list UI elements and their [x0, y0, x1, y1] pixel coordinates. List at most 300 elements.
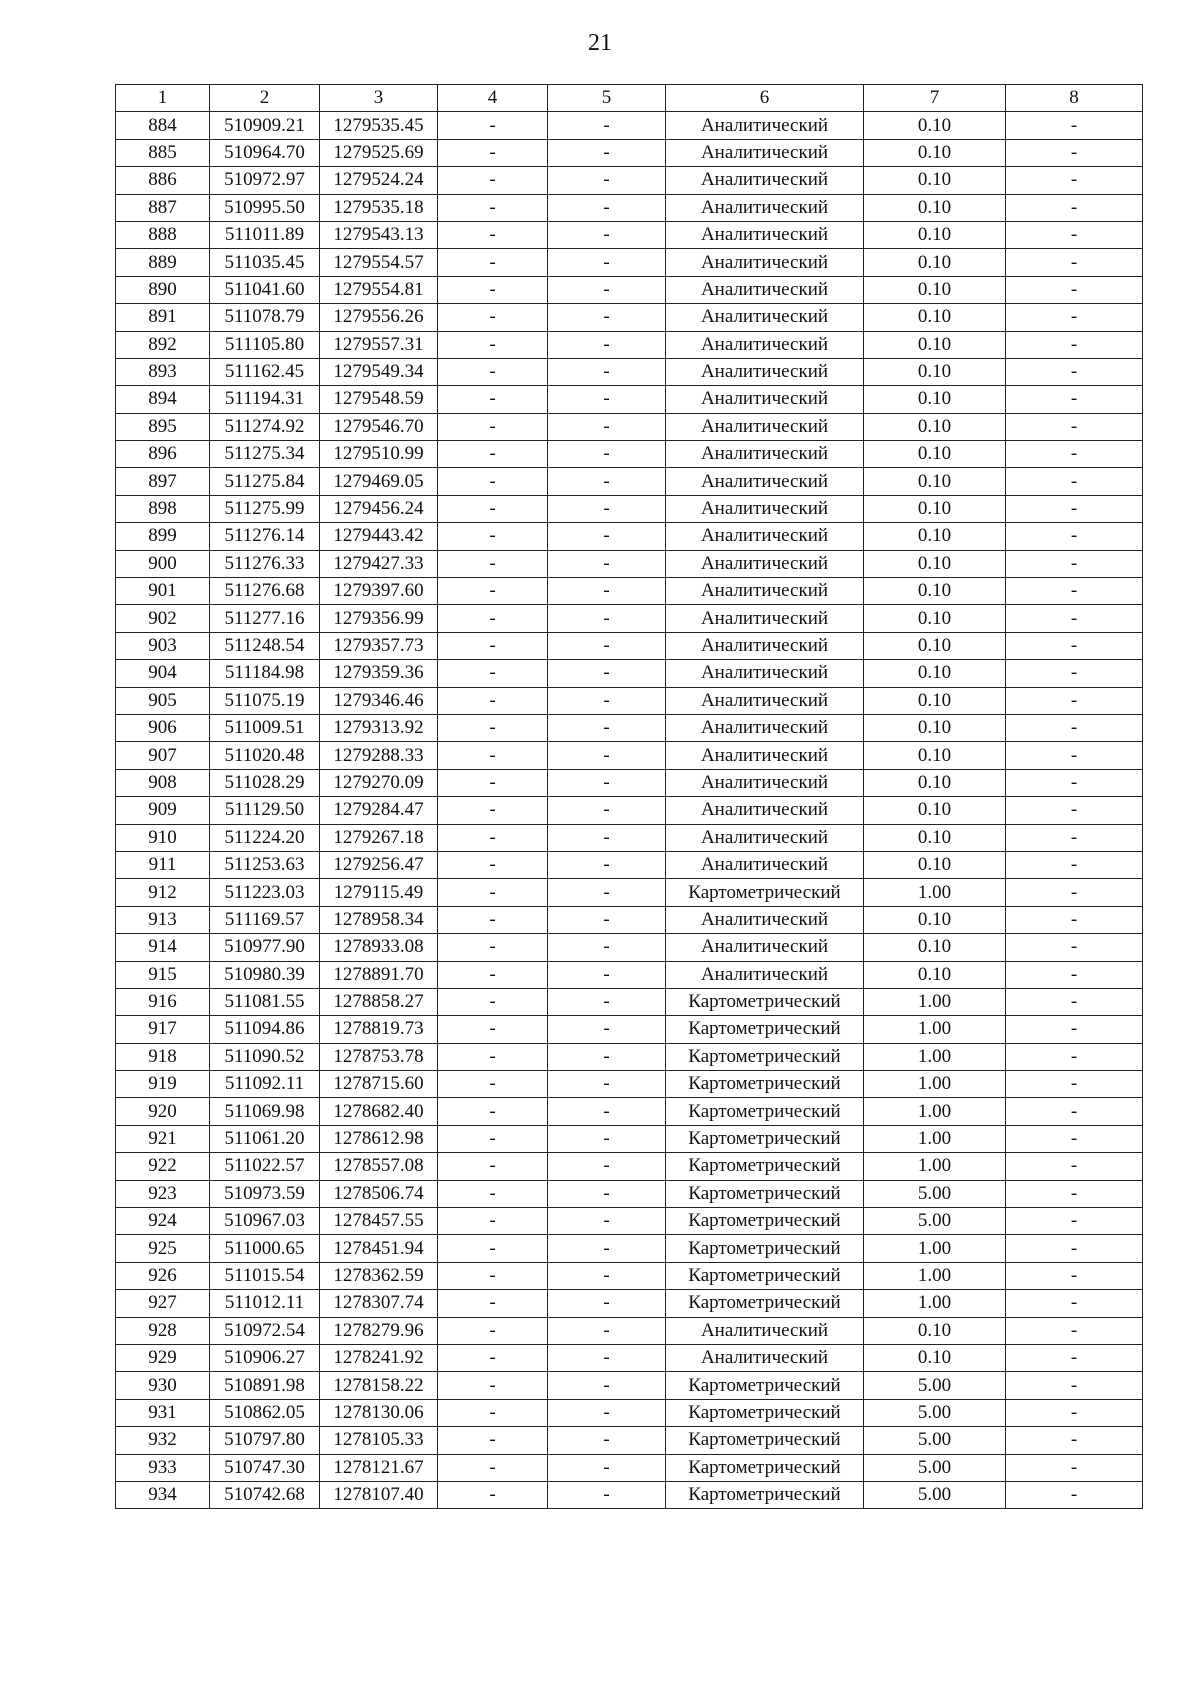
- table-row: [116, 1043, 1143, 1070]
- accuracy-cell: 0.10: [864, 769, 1006, 796]
- point-number-cell: 927: [116, 1290, 210, 1317]
- accuracy-cell: 0.10: [864, 1344, 1006, 1371]
- method-cell: Картометрический: [666, 1125, 864, 1152]
- col4-cell: -: [438, 687, 548, 714]
- y-coordinate-cell: 1279524.24: [320, 167, 438, 194]
- method-cell: Картометрический: [666, 1481, 864, 1508]
- col4-cell: -: [438, 605, 548, 632]
- col5-cell: -: [548, 1262, 666, 1289]
- x-coordinate-cell: 511022.57: [210, 1153, 320, 1180]
- col5-cell: -: [548, 1153, 666, 1180]
- point-number-cell: 923: [116, 1180, 210, 1207]
- col4-cell: -: [438, 906, 548, 933]
- method-cell: Аналитический: [666, 851, 864, 878]
- table-row: [116, 1454, 1143, 1481]
- method-cell: Картометрический: [666, 1071, 864, 1098]
- y-coordinate-cell: 1279549.34: [320, 358, 438, 385]
- col5-cell: -: [548, 714, 666, 741]
- point-number-cell: 900: [116, 550, 210, 577]
- method-cell: Картометрический: [666, 1208, 864, 1235]
- y-coordinate-cell: 1279548.59: [320, 386, 438, 413]
- col8-cell: -: [1006, 578, 1143, 605]
- point-number-cell: 885: [116, 139, 210, 166]
- x-coordinate-cell: 511090.52: [210, 1043, 320, 1070]
- accuracy-cell: 1.00: [864, 879, 1006, 906]
- y-coordinate-cell: 1279256.47: [320, 851, 438, 878]
- col8-cell: -: [1006, 742, 1143, 769]
- point-number-cell: 890: [116, 276, 210, 303]
- col8-cell: -: [1006, 495, 1143, 522]
- y-coordinate-cell: 1278279.96: [320, 1317, 438, 1344]
- col8-cell: -: [1006, 221, 1143, 248]
- point-number-cell: 918: [116, 1043, 210, 1070]
- col5-cell: -: [548, 1481, 666, 1508]
- accuracy-cell: 1.00: [864, 1153, 1006, 1180]
- col5-cell: -: [548, 441, 666, 468]
- method-cell: Аналитический: [666, 797, 864, 824]
- col4-cell: -: [438, 1071, 548, 1098]
- col4-cell: -: [438, 824, 548, 851]
- accuracy-cell: 0.10: [864, 358, 1006, 385]
- x-coordinate-cell: 511274.92: [210, 413, 320, 440]
- y-coordinate-cell: 1278121.67: [320, 1454, 438, 1481]
- y-coordinate-cell: 1279397.60: [320, 578, 438, 605]
- column-header: 1: [116, 85, 210, 112]
- x-coordinate-cell: 511248.54: [210, 632, 320, 659]
- table-row: [116, 304, 1143, 331]
- col5-cell: -: [548, 605, 666, 632]
- col4-cell: -: [438, 1344, 548, 1371]
- column-header: 6: [666, 85, 864, 112]
- table-row: [116, 714, 1143, 741]
- col5-cell: -: [548, 1235, 666, 1262]
- x-coordinate-cell: 511020.48: [210, 742, 320, 769]
- point-number-cell: 933: [116, 1454, 210, 1481]
- col4-cell: -: [438, 988, 548, 1015]
- y-coordinate-cell: 1278819.73: [320, 1016, 438, 1043]
- method-cell: Аналитический: [666, 687, 864, 714]
- method-cell: Аналитический: [666, 769, 864, 796]
- accuracy-cell: 0.10: [864, 523, 1006, 550]
- point-number-cell: 909: [116, 797, 210, 824]
- y-coordinate-cell: 1279267.18: [320, 824, 438, 851]
- table-row: [116, 1399, 1143, 1426]
- col4-cell: -: [438, 1290, 548, 1317]
- table-row: [116, 879, 1143, 906]
- col8-cell: -: [1006, 879, 1143, 906]
- point-number-cell: 932: [116, 1427, 210, 1454]
- y-coordinate-cell: 1278933.08: [320, 934, 438, 961]
- point-number-cell: 907: [116, 742, 210, 769]
- col8-cell: -: [1006, 1180, 1143, 1207]
- accuracy-cell: 5.00: [864, 1372, 1006, 1399]
- y-coordinate-cell: 1278958.34: [320, 906, 438, 933]
- table-row: [116, 550, 1143, 577]
- table-row: [116, 1125, 1143, 1152]
- col5-cell: -: [548, 413, 666, 440]
- point-number-cell: 902: [116, 605, 210, 632]
- accuracy-cell: 0.10: [864, 167, 1006, 194]
- table-row: [116, 632, 1143, 659]
- accuracy-cell: 0.10: [864, 112, 1006, 139]
- point-number-cell: 897: [116, 468, 210, 495]
- y-coordinate-cell: 1278891.70: [320, 961, 438, 988]
- col5-cell: -: [548, 1180, 666, 1207]
- col5-cell: -: [548, 1125, 666, 1152]
- point-number-cell: 914: [116, 934, 210, 961]
- table-row: [116, 1262, 1143, 1289]
- col4-cell: -: [438, 961, 548, 988]
- accuracy-cell: 0.10: [864, 824, 1006, 851]
- col4-cell: -: [438, 578, 548, 605]
- col4-cell: -: [438, 1262, 548, 1289]
- col5-cell: -: [548, 824, 666, 851]
- y-coordinate-cell: 1278753.78: [320, 1043, 438, 1070]
- col4-cell: -: [438, 1454, 548, 1481]
- col4-cell: -: [438, 1399, 548, 1426]
- method-cell: Аналитический: [666, 249, 864, 276]
- y-coordinate-cell: 1279535.18: [320, 194, 438, 221]
- table-row: [116, 660, 1143, 687]
- table-row: [116, 358, 1143, 385]
- col5-cell: -: [548, 851, 666, 878]
- col4-cell: -: [438, 1481, 548, 1508]
- col4-cell: -: [438, 495, 548, 522]
- col8-cell: -: [1006, 797, 1143, 824]
- x-coordinate-cell: 511275.84: [210, 468, 320, 495]
- point-number-cell: 928: [116, 1317, 210, 1344]
- table-row: [116, 1180, 1143, 1207]
- point-number-cell: 919: [116, 1071, 210, 1098]
- col8-cell: -: [1006, 1344, 1143, 1371]
- col8-cell: -: [1006, 167, 1143, 194]
- col5-cell: -: [548, 769, 666, 796]
- col8-cell: -: [1006, 468, 1143, 495]
- col8-cell: -: [1006, 1125, 1143, 1152]
- y-coordinate-cell: 1278682.40: [320, 1098, 438, 1125]
- col8-cell: -: [1006, 413, 1143, 440]
- method-cell: Картометрический: [666, 1016, 864, 1043]
- method-cell: Аналитический: [666, 1344, 864, 1371]
- method-cell: Аналитический: [666, 441, 864, 468]
- method-cell: Аналитический: [666, 413, 864, 440]
- x-coordinate-cell: 511015.54: [210, 1262, 320, 1289]
- col8-cell: -: [1006, 1454, 1143, 1481]
- col8-cell: -: [1006, 139, 1143, 166]
- col8-cell: -: [1006, 1317, 1143, 1344]
- col4-cell: -: [438, 468, 548, 495]
- col4-cell: -: [438, 358, 548, 385]
- accuracy-cell: 1.00: [864, 1262, 1006, 1289]
- table-row: [116, 276, 1143, 303]
- col5-cell: -: [548, 304, 666, 331]
- table-row: [116, 742, 1143, 769]
- method-cell: Аналитический: [666, 578, 864, 605]
- col8-cell: -: [1006, 851, 1143, 878]
- y-coordinate-cell: 1278858.27: [320, 988, 438, 1015]
- y-coordinate-cell: 1278107.40: [320, 1481, 438, 1508]
- col5-cell: -: [548, 276, 666, 303]
- x-coordinate-cell: 511253.63: [210, 851, 320, 878]
- table-row: [116, 824, 1143, 851]
- col5-cell: -: [548, 358, 666, 385]
- accuracy-cell: 1.00: [864, 1290, 1006, 1317]
- x-coordinate-cell: 511078.79: [210, 304, 320, 331]
- col4-cell: -: [438, 1180, 548, 1207]
- x-coordinate-cell: 510977.90: [210, 934, 320, 961]
- table-row: [116, 1098, 1143, 1125]
- method-cell: Картометрический: [666, 1180, 864, 1207]
- col5-cell: -: [548, 1043, 666, 1070]
- method-cell: Аналитический: [666, 386, 864, 413]
- y-coordinate-cell: 1278241.92: [320, 1344, 438, 1371]
- col5-cell: -: [548, 550, 666, 577]
- point-number-cell: 896: [116, 441, 210, 468]
- table-row: [116, 194, 1143, 221]
- method-cell: Аналитический: [666, 358, 864, 385]
- col8-cell: -: [1006, 1071, 1143, 1098]
- col4-cell: -: [438, 139, 548, 166]
- col8-cell: -: [1006, 1016, 1143, 1043]
- col4-cell: -: [438, 1125, 548, 1152]
- accuracy-cell: 0.10: [864, 605, 1006, 632]
- method-cell: Картометрический: [666, 1262, 864, 1289]
- col5-cell: -: [548, 468, 666, 495]
- y-coordinate-cell: 1278451.94: [320, 1235, 438, 1262]
- page-number: 21: [588, 30, 612, 56]
- col4-cell: -: [438, 112, 548, 139]
- col8-cell: -: [1006, 1481, 1143, 1508]
- point-number-cell: 899: [116, 523, 210, 550]
- point-number-cell: 891: [116, 304, 210, 331]
- point-number-cell: 898: [116, 495, 210, 522]
- table-row: [116, 797, 1143, 824]
- x-coordinate-cell: 510797.80: [210, 1427, 320, 1454]
- y-coordinate-cell: 1279115.49: [320, 879, 438, 906]
- table-row: [116, 1153, 1143, 1180]
- col5-cell: -: [548, 632, 666, 659]
- col8-cell: -: [1006, 276, 1143, 303]
- point-number-cell: 911: [116, 851, 210, 878]
- col5-cell: -: [548, 495, 666, 522]
- accuracy-cell: 0.10: [864, 851, 1006, 878]
- table-row: [116, 578, 1143, 605]
- accuracy-cell: 0.10: [864, 194, 1006, 221]
- x-coordinate-cell: 510891.98: [210, 1372, 320, 1399]
- accuracy-cell: 0.10: [864, 386, 1006, 413]
- table-row: [116, 523, 1143, 550]
- accuracy-cell: 1.00: [864, 988, 1006, 1015]
- table-row: [116, 1344, 1143, 1371]
- y-coordinate-cell: 1279288.33: [320, 742, 438, 769]
- x-coordinate-cell: 511092.11: [210, 1071, 320, 1098]
- x-coordinate-cell: 511012.11: [210, 1290, 320, 1317]
- accuracy-cell: 5.00: [864, 1399, 1006, 1426]
- col5-cell: -: [548, 1208, 666, 1235]
- accuracy-cell: 5.00: [864, 1454, 1006, 1481]
- col4-cell: -: [438, 413, 548, 440]
- y-coordinate-cell: 1279427.33: [320, 550, 438, 577]
- y-coordinate-cell: 1279356.99: [320, 605, 438, 632]
- accuracy-cell: 0.10: [864, 714, 1006, 741]
- col4-cell: -: [438, 851, 548, 878]
- y-coordinate-cell: 1279284.47: [320, 797, 438, 824]
- y-coordinate-cell: 1279443.42: [320, 523, 438, 550]
- y-coordinate-cell: 1278105.33: [320, 1427, 438, 1454]
- y-coordinate-cell: 1278557.08: [320, 1153, 438, 1180]
- method-cell: Картометрический: [666, 1098, 864, 1125]
- col8-cell: -: [1006, 1290, 1143, 1317]
- y-coordinate-cell: 1278506.74: [320, 1180, 438, 1207]
- table-row: [116, 495, 1143, 522]
- col5-cell: -: [548, 660, 666, 687]
- col5-cell: -: [548, 906, 666, 933]
- table-row: [116, 468, 1143, 495]
- y-coordinate-cell: 1279357.73: [320, 632, 438, 659]
- table-row: [116, 1016, 1143, 1043]
- accuracy-cell: 5.00: [864, 1180, 1006, 1207]
- method-cell: Аналитический: [666, 495, 864, 522]
- point-number-cell: 915: [116, 961, 210, 988]
- col4-cell: -: [438, 1016, 548, 1043]
- table-row: [116, 167, 1143, 194]
- method-cell: Аналитический: [666, 605, 864, 632]
- col4-cell: -: [438, 1235, 548, 1262]
- col8-cell: -: [1006, 1235, 1143, 1262]
- x-coordinate-cell: 511028.29: [210, 769, 320, 796]
- col8-cell: -: [1006, 1399, 1143, 1426]
- col5-cell: -: [548, 742, 666, 769]
- x-coordinate-cell: 511094.86: [210, 1016, 320, 1043]
- col5-cell: -: [548, 1098, 666, 1125]
- table-row: [116, 961, 1143, 988]
- method-cell: Аналитический: [666, 304, 864, 331]
- method-cell: Аналитический: [666, 194, 864, 221]
- x-coordinate-cell: 510980.39: [210, 961, 320, 988]
- x-coordinate-cell: 511162.45: [210, 358, 320, 385]
- y-coordinate-cell: 1279270.09: [320, 769, 438, 796]
- x-coordinate-cell: 510972.97: [210, 167, 320, 194]
- point-number-cell: 906: [116, 714, 210, 741]
- point-number-cell: 889: [116, 249, 210, 276]
- y-coordinate-cell: 1279346.46: [320, 687, 438, 714]
- method-cell: Аналитический: [666, 112, 864, 139]
- method-cell: Аналитический: [666, 221, 864, 248]
- point-number-cell: 916: [116, 988, 210, 1015]
- y-coordinate-cell: 1279535.45: [320, 112, 438, 139]
- coordinates-table: [115, 84, 1143, 1509]
- method-cell: Аналитический: [666, 139, 864, 166]
- point-number-cell: 934: [116, 1481, 210, 1508]
- col8-cell: -: [1006, 632, 1143, 659]
- table-row: [116, 112, 1143, 139]
- accuracy-cell: 5.00: [864, 1208, 1006, 1235]
- table-row: [116, 1372, 1143, 1399]
- col4-cell: -: [438, 742, 548, 769]
- method-cell: Аналитический: [666, 550, 864, 577]
- y-coordinate-cell: 1279554.57: [320, 249, 438, 276]
- table-row: [116, 386, 1143, 413]
- y-coordinate-cell: 1278362.59: [320, 1262, 438, 1289]
- point-number-cell: 925: [116, 1235, 210, 1262]
- point-number-cell: 903: [116, 632, 210, 659]
- y-coordinate-cell: 1278612.98: [320, 1125, 438, 1152]
- accuracy-cell: 1.00: [864, 1043, 1006, 1070]
- col8-cell: -: [1006, 550, 1143, 577]
- col8-cell: -: [1006, 249, 1143, 276]
- col4-cell: -: [438, 386, 548, 413]
- x-coordinate-cell: 510995.50: [210, 194, 320, 221]
- x-coordinate-cell: 511184.98: [210, 660, 320, 687]
- col4-cell: -: [438, 1153, 548, 1180]
- col5-cell: -: [548, 1372, 666, 1399]
- col5-cell: -: [548, 221, 666, 248]
- method-cell: Картометрический: [666, 1235, 864, 1262]
- x-coordinate-cell: 511009.51: [210, 714, 320, 741]
- point-number-cell: 924: [116, 1208, 210, 1235]
- accuracy-cell: 0.10: [864, 495, 1006, 522]
- method-cell: Аналитический: [666, 961, 864, 988]
- accuracy-cell: 0.10: [864, 742, 1006, 769]
- col4-cell: -: [438, 249, 548, 276]
- x-coordinate-cell: 510967.03: [210, 1208, 320, 1235]
- table-row: [116, 1481, 1143, 1508]
- point-number-cell: 901: [116, 578, 210, 605]
- x-coordinate-cell: 511105.80: [210, 331, 320, 358]
- col4-cell: -: [438, 550, 548, 577]
- point-number-cell: 904: [116, 660, 210, 687]
- col8-cell: -: [1006, 523, 1143, 550]
- accuracy-cell: 0.10: [864, 1317, 1006, 1344]
- col8-cell: -: [1006, 824, 1143, 851]
- col4-cell: -: [438, 660, 548, 687]
- point-number-cell: 910: [116, 824, 210, 851]
- col5-cell: -: [548, 961, 666, 988]
- col8-cell: -: [1006, 1208, 1143, 1235]
- y-coordinate-cell: 1278307.74: [320, 1290, 438, 1317]
- accuracy-cell: 0.10: [864, 578, 1006, 605]
- col5-cell: -: [548, 1016, 666, 1043]
- accuracy-cell: 0.10: [864, 413, 1006, 440]
- col8-cell: -: [1006, 769, 1143, 796]
- method-cell: Аналитический: [666, 1317, 864, 1344]
- x-coordinate-cell: 511035.45: [210, 249, 320, 276]
- method-cell: Аналитический: [666, 934, 864, 961]
- column-header: 3: [320, 85, 438, 112]
- accuracy-cell: 0.10: [864, 331, 1006, 358]
- point-number-cell: 913: [116, 906, 210, 933]
- table-header-row: [116, 85, 1143, 112]
- col5-cell: -: [548, 1071, 666, 1098]
- x-coordinate-cell: 511277.16: [210, 605, 320, 632]
- accuracy-cell: 5.00: [864, 1481, 1006, 1508]
- col4-cell: -: [438, 1208, 548, 1235]
- x-coordinate-cell: 511129.50: [210, 797, 320, 824]
- x-coordinate-cell: 511061.20: [210, 1125, 320, 1152]
- accuracy-cell: 0.10: [864, 304, 1006, 331]
- table-row: [116, 413, 1143, 440]
- method-cell: Аналитический: [666, 714, 864, 741]
- method-cell: Аналитический: [666, 742, 864, 769]
- y-coordinate-cell: 1279546.70: [320, 413, 438, 440]
- point-number-cell: 922: [116, 1153, 210, 1180]
- y-coordinate-cell: 1279554.81: [320, 276, 438, 303]
- method-cell: Аналитический: [666, 523, 864, 550]
- y-coordinate-cell: 1279359.36: [320, 660, 438, 687]
- y-coordinate-cell: 1279510.99: [320, 441, 438, 468]
- y-coordinate-cell: 1279525.69: [320, 139, 438, 166]
- table-row: [116, 139, 1143, 166]
